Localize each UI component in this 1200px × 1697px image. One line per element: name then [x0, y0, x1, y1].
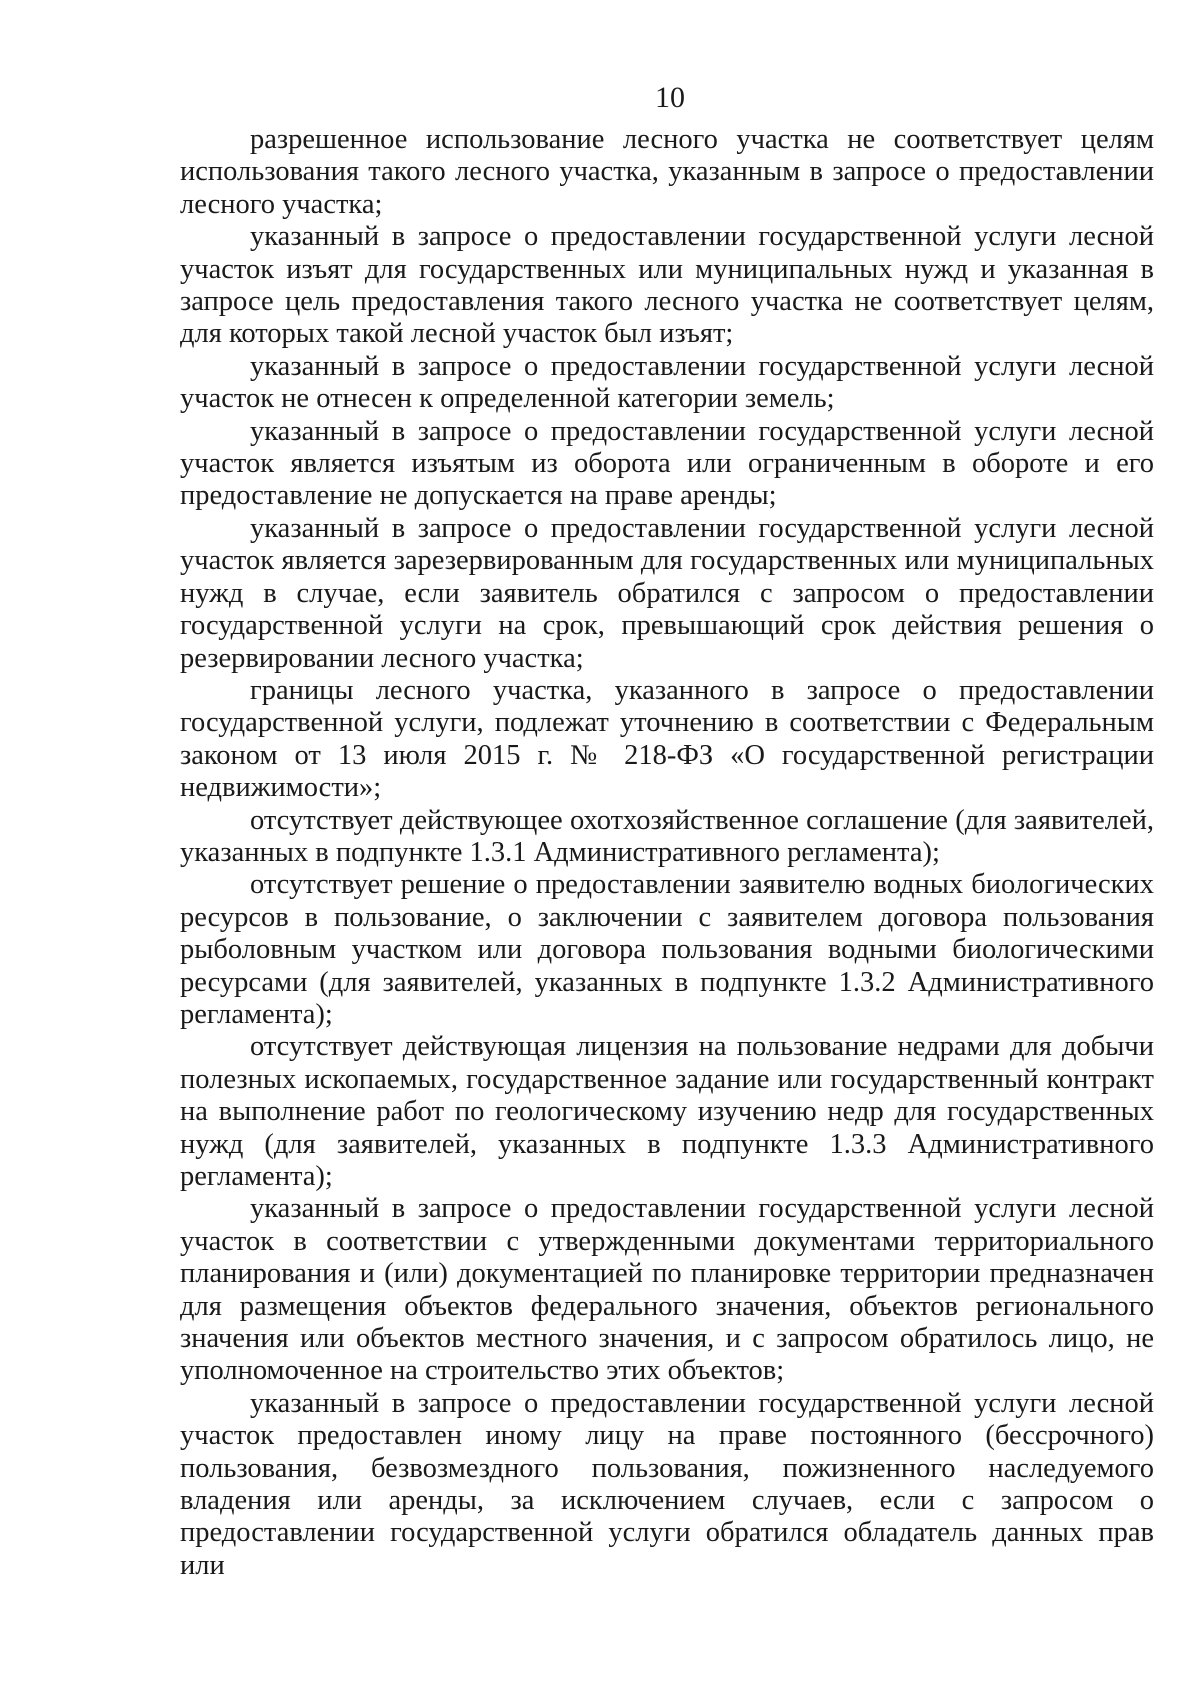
paragraph-subsoil-license: отсутствует действующая лицензия на пользование недрами для добычи полезных ископаемых, государственное задание или государственный контракт на выполнение работ по геологическому изучению недр для государственных нужд (для заявителей, указанных в подпункте 1.3.3 Административного регламента); [180, 1031, 1154, 1192]
paragraph-boundaries-clarification: границы лесного участка, указанного в запросе о предоставлении государственной услуги, подлежат уточнению в соответствии с Федеральным законом от 13 июля 2015 г. № 218-ФЗ «О государственной регистрации недвижимости»; [180, 674, 1154, 804]
paragraph-permitted-use: разрешенное использование лесного участка не соответствует целям использования такого лесного участка, указанным в запросе о предоставлении лесного участка; [180, 124, 1154, 220]
paragraph-hunting-agreement: отсутствует действующее охотхозяйственное соглашение (для заявителей, указанных в подпункте 1.3.1 Административного регламента); [180, 804, 1154, 868]
paragraph-land-category: указанный в запросе о предоставлении государственной услуги лесной участок не отнесен к определенной категории земель; [180, 350, 1154, 415]
paragraph-withdrawn-from-circulation: указанный в запросе о предоставлении государственной услуги лесной участок является изъятым из оборота или ограниченным в обороте и его предоставление не допускается на праве аренды; [180, 415, 1154, 512]
page-number: 10 [655, 81, 685, 114]
paragraph-aquatic-resources: отсутствует решение о предоставлении заявителю водных биологических ресурсов в пользование, о заключении с заявителем договора пользования рыболовным участком или договора пользования водными биологическими ресурсами (для заявителей, указанных в подпункте 1.3.2 Административного регламента); [180, 869, 1154, 1030]
paragraph-territorial-planning: указанный в запросе о предоставлении государственной услуги лесной участок в соответствии с утвержденными документами территориального планирования и (или) документацией по планировке территории предназначен для размещения объектов федерального значения, объектов регионального значения или объектов местного значения, и с запросом обратилось лицо, не уполномоченное на строительство этих объектов; [180, 1193, 1154, 1387]
paragraph-reserved-plot: указанный в запросе о предоставлении государственной услуги лесной участок является зарезервированным для государственных или муниципальных нужд в случае, если заявитель обратился с запросом о предоставлении государственной услуги на срок, превышающий срок действия решения о резервировании лесного участка; [180, 512, 1154, 674]
paragraph-granted-to-other-person: указанный в запросе о предоставлении государственной услуги лесной участок предоставлен иному лицу на праве постоянного (бессрочного) пользования, безвозмездного пользования, пожизненного наследуемого владения или аренды, за исключением случаев, если с запросом о предоставлении государственной услуги обратился обладатель данных прав или [180, 1387, 1154, 1581]
paragraph-seized-plot: указанный в запросе о предоставлении государственной услуги лесной участок изъят для государственных или муниципальных нужд и указанная в запросе цель предоставления такого лесного участка не соответствует целям, для которых такой лесной участок был изъят; [180, 221, 1154, 350]
document-body [180, 124, 1154, 1582]
